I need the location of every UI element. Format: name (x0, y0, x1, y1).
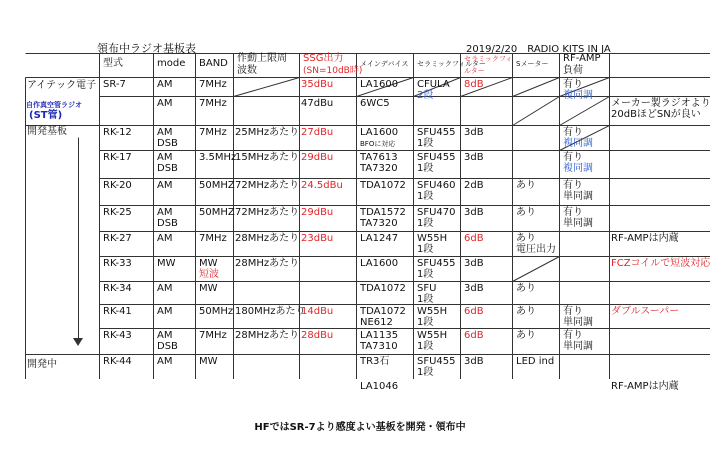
filter-cell: 1段 (417, 367, 434, 378)
band-cell: 50MHz (199, 306, 234, 317)
filter-loss-cell: 6dB (464, 306, 484, 317)
dev-arrow-head (73, 338, 83, 346)
filter-loss-cell: 3dB (464, 127, 484, 138)
device-cell: NE612 (360, 317, 393, 328)
band-cell: 7MHz (199, 79, 227, 90)
ssg-cell: 29dBu (301, 207, 334, 218)
filter-cell: 1段 (417, 244, 434, 255)
empty-cell-slash (513, 97, 560, 126)
filter-cell: 1段 (417, 218, 434, 229)
ssg-cell: 24.5dBu (301, 180, 343, 191)
mode-cell: AM (157, 127, 173, 138)
col-header-filter-loss: セラミックフィ (464, 55, 513, 63)
device-cell: LA1135 (360, 330, 399, 341)
band-cell: 7MHz (199, 330, 227, 341)
empty-cell-slash (234, 78, 300, 97)
mode-cell: AM (157, 283, 173, 294)
filter-cell: SFU460 (417, 180, 456, 191)
filter-cell: CFULA (417, 79, 450, 90)
model-cell: SR-7 (103, 79, 126, 90)
band-cell: MW (199, 283, 218, 294)
rf-amp-cell: 有り (563, 207, 583, 218)
ssg-cell: 28dBu (301, 330, 334, 341)
rf-amp-cell: 有り (563, 180, 583, 191)
device-cell: TDA1572 (360, 207, 406, 218)
empty-cell-slash (513, 257, 560, 282)
filter-cell: SFU455 (417, 258, 456, 269)
s-meter-cell: あり (516, 330, 536, 341)
ssg-cell: 23dBu (301, 233, 334, 244)
device-cell: LA1600 (360, 258, 399, 269)
filter-cell: W55H (417, 306, 448, 317)
model-cell: RK-44 (103, 356, 132, 367)
ssg-cell: 14dBu (301, 306, 334, 317)
model-cell: RK-17 (103, 152, 132, 163)
op-freq-cell: 28MHzあたり (235, 258, 300, 269)
group-label-in-dev: 開発中 (27, 359, 57, 370)
note-cell: RF-AMPは内蔵 (611, 233, 679, 244)
band-cell: 7MHz (199, 127, 227, 138)
group-label-vacuum: (ST管) (29, 110, 63, 121)
filter-cell: 1段 (417, 269, 434, 280)
rf-amp-cell: 単同調 (563, 218, 593, 229)
mode-cell: AM (157, 79, 173, 90)
filter-cell: 2段 (417, 90, 434, 101)
filter-loss-cell: 6dB (464, 330, 484, 341)
ssg-cell: 35dBu (301, 79, 334, 90)
filter-cell: W55H (417, 330, 448, 341)
device-cell: LA1600 (360, 79, 399, 90)
filter-cell: 1段 (417, 163, 434, 174)
note-cell: FCZコイルで短波対応 (611, 258, 711, 269)
radio-board-table (25, 53, 711, 392)
filter-cell: 1段 (417, 138, 434, 149)
group-label-vacuum: 自作真空管ラジオ (26, 101, 82, 109)
model-cell: RK-27 (103, 233, 132, 244)
s-meter-cell: あり (516, 233, 536, 244)
s-meter-cell: あり (516, 207, 536, 218)
rf-amp-cell: 有り (563, 127, 583, 138)
mode-cell: AM (157, 152, 173, 163)
mode-cell: AM (157, 233, 173, 244)
op-freq-cell: 25MHzあたり (235, 127, 300, 138)
note-cell: RF-AMPは内蔵 (611, 381, 679, 392)
date-and-source: 2019/2/20 RADIO KITS IN JA (466, 44, 611, 55)
rf-amp-cell: 有り (563, 330, 583, 341)
s-meter-cell: あり (516, 283, 536, 294)
col-header-model: 型式 (103, 58, 123, 69)
op-freq-cell: 28MHzあたり (235, 330, 300, 341)
mode-cell: DSB (157, 138, 178, 149)
col-header-ssg: SSG出力 (303, 53, 344, 64)
mode-cell: AM (157, 207, 173, 218)
rf-amp-cell: 複同調 (563, 163, 593, 174)
device-cell: LA1046 (360, 381, 399, 392)
col-header-mode: mode (157, 58, 186, 69)
col-header-rf-amp: 負荷 (563, 65, 583, 76)
filter-cell: SFU470 (417, 207, 456, 218)
filter-loss-cell: 3dB (464, 258, 484, 269)
rf-amp-cell: 有り (563, 306, 583, 317)
page-title: 領布中ラジオ基板表 (97, 42, 196, 55)
device-cell: TA7320 (360, 218, 398, 229)
mode-cell: MW (157, 258, 176, 269)
rf-amp-cell: 単同調 (563, 191, 593, 202)
ssg-cell: 29dBu (301, 152, 334, 163)
mode-cell: DSB (157, 341, 178, 352)
mode-cell: AM (157, 180, 173, 191)
device-cell: TR3石 (360, 356, 390, 367)
band-cell: 50MHZ (199, 207, 235, 218)
filter-loss-cell: 3dB (464, 356, 484, 367)
note-cell: 20dBほどSNが良い (611, 109, 701, 120)
col-header-band: BAND (199, 58, 228, 69)
rf-amp-cell: 複同調 (563, 90, 593, 101)
filter-cell: W55H (417, 233, 448, 244)
empty-cell-slash (513, 78, 560, 97)
col-header-ceramic-filter: セラミックフィルター (417, 60, 487, 68)
s-meter-cell: あり (516, 306, 536, 317)
device-cell: TDA1072 (360, 180, 406, 191)
device-cell: TDA1072 (360, 306, 406, 317)
device-cell: 6WC5 (360, 98, 390, 109)
op-freq-cell: 72MHzあたり (235, 207, 300, 218)
model-cell: RK-25 (103, 207, 132, 218)
filter-loss-cell: 3dB (464, 283, 484, 294)
filter-cell: SFU455 (417, 152, 456, 163)
mode-cell: DSB (157, 218, 178, 229)
filter-cell: SFU455 (417, 127, 456, 138)
mode-cell: AM (157, 330, 173, 341)
op-freq-cell: 180MHzあたり (235, 306, 306, 317)
device-cell: LA1247 (360, 233, 399, 244)
filter-loss-cell: 6dB (464, 233, 484, 244)
footer-note: HFではSR-7より感度よい基板を開発・領布中 (254, 422, 466, 433)
device-cell: TA7613 (360, 152, 398, 163)
band-cell: 短波 (199, 269, 219, 280)
rf-amp-cell: 単同調 (563, 341, 593, 352)
filter-cell: 1段 (417, 341, 434, 352)
rf-amp-cell: 有り (563, 79, 583, 90)
device-cell: LA1600 (360, 127, 399, 138)
mode-cell: AM (157, 98, 173, 109)
group-label-aitec: アイテック電子 (27, 80, 97, 91)
ssg-cell: 27dBu (301, 127, 334, 138)
col-header-s-meter: Sメーター (516, 60, 549, 68)
filter-loss-cell: 8dB (464, 79, 484, 90)
s-meter-cell: 電圧出力 (516, 244, 556, 255)
rf-amp-cell: 有り (563, 152, 583, 163)
model-cell: RK-20 (103, 180, 132, 191)
op-freq-cell: 72MHzあたり (235, 180, 300, 191)
band-cell: 3.5MHz (199, 152, 237, 163)
model-cell: RK-41 (103, 306, 132, 317)
col-header-filter-loss: ルター (464, 67, 485, 75)
op-freq-cell: 15MHzあたり (235, 152, 300, 163)
filter-cell: SFU (417, 283, 437, 294)
mode-cell: AM (157, 356, 173, 367)
band-cell: MW (199, 356, 218, 367)
filter-cell: 1段 (417, 191, 434, 202)
note-cell: ダブルスーパー (611, 306, 680, 317)
col-header-rf-amp: RF-AMP (563, 53, 601, 64)
s-meter-cell: LED ind (516, 356, 555, 367)
band-cell: 50MHZ (199, 180, 235, 191)
filter-loss-cell: 2dB (464, 180, 484, 191)
filter-cell: 1段 (417, 317, 434, 328)
device-cell: TA7320 (360, 163, 398, 174)
band-cell: 7MHz (199, 233, 227, 244)
rf-amp-cell: 単同調 (563, 317, 593, 328)
col-header-op-freq: 波数 (237, 65, 257, 76)
filter-cell: 1段 (417, 294, 434, 305)
group-label-dev: 開発基板 (27, 126, 67, 137)
filter-loss-cell: 3dB (464, 207, 484, 218)
filter-cell: SFU455 (417, 356, 456, 367)
device-cell: TA7310 (360, 341, 398, 352)
op-freq-cell: 28MHzあたり (235, 233, 300, 244)
model-cell: RK-12 (103, 127, 132, 138)
mode-cell: DSB (157, 163, 178, 174)
ssg-cell: 47dBu (301, 98, 334, 109)
col-header-ssg: (SN=10dB時) (303, 66, 363, 76)
mode-cell: AM (157, 306, 173, 317)
filter-loss-cell: 3dB (464, 152, 484, 163)
col-header-main-device: メインデバイス (360, 60, 409, 68)
rf-amp-cell: 複同調 (563, 138, 593, 149)
device-cell: TDA1072 (360, 283, 406, 294)
note-cell: メーカー製ラジオより (611, 98, 711, 109)
device-cell: BFOに対応 (360, 140, 396, 148)
model-cell: RK-34 (103, 283, 132, 294)
col-header-op-freq: 作動上限周 (237, 53, 287, 64)
model-cell: RK-43 (103, 330, 132, 341)
band-cell: MW (199, 258, 218, 269)
s-meter-cell: あり (516, 180, 536, 191)
band-cell: 7MHz (199, 98, 227, 109)
model-cell: RK-33 (103, 258, 132, 269)
